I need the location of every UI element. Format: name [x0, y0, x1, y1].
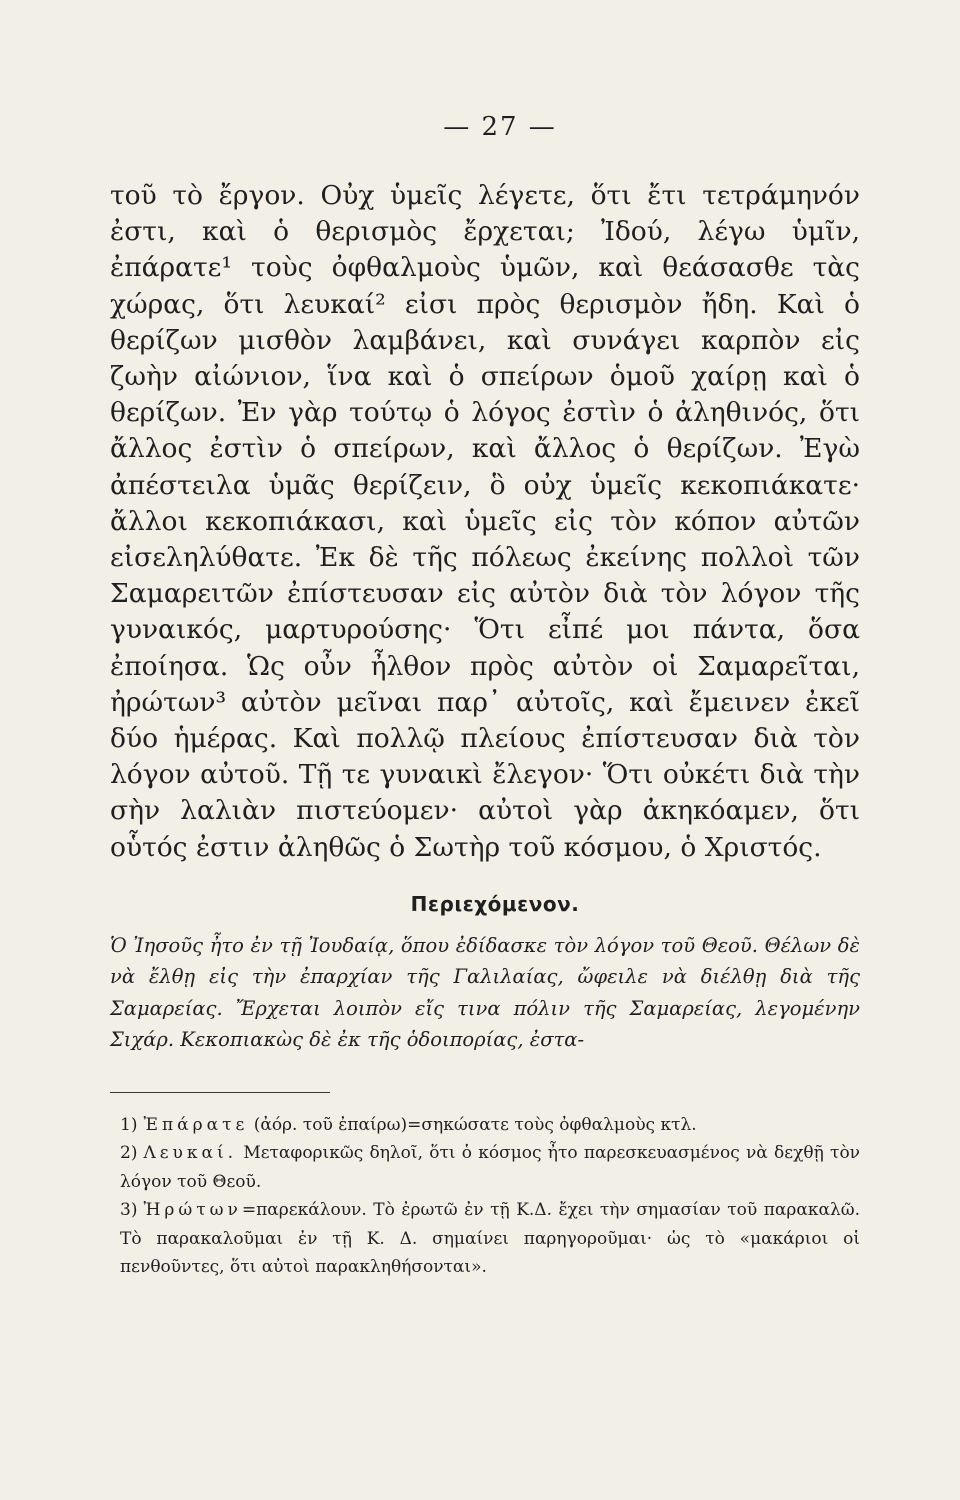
summary-text: Ὁ Ἰησοῦς ἦτο ἐν τῇ Ἰουδαίᾳ, ὅπου ἐδίδασκε τὸν λόγον τοῦ Θεοῦ. Θέλων δὲ νὰ ἔλθῃ εἰς τὴν ἐπαρχίαν τῆς Γαλιλαίας, ὤφειλε νὰ διέλθῃ διὰ τῆς Σαμαρείας. Ἔρχεται λοιπὸν εἴς τινα πόλιν τῆς Σαμαρείας, λεγομένην Σιχάρ. Κεκοπιακὼς δὲ ἐκ τῆς ὁδοιπορίας, ἐστα-: [110, 933, 860, 1052]
footnote-number: 2): [120, 1143, 138, 1164]
footnote-term: Λευκαί.: [143, 1143, 238, 1164]
footnote-term: Ἠρώτων: [143, 1200, 242, 1221]
section-title: Περιεχόμενον.: [410, 891, 580, 916]
footnote-term: Ἐπάρατε: [143, 1114, 249, 1135]
main-text: τοῦ τὸ ἔργον. Οὐχ ὑμεῖς λέγετε, ὅτι ἔτι τετράμηνόν ἐστι, καὶ ὁ θερισμὸς ἔρχεται; Ἰδού, λέγω ὑμῖν, ἐπάρατε¹ τοὺς ὀφθαλμοὺς ὑμῶν, καὶ θεάσασθε τὰς χώρας, ὅτι λευκαί² εἰσι πρὸς θερισμὸν ἤδη. Καὶ ὁ θερίζων μισθὸν λαμβάνει, καὶ συνάγει καρπὸν εἰς ζωὴν αἰώνιον, ἵνα καὶ ὁ σπείρων ὁμοῦ χαίρῃ καὶ ὁ θερίζων. Ἐν γὰρ τούτῳ ὁ λόγος ἐστὶν ὁ ἀληθινός, ὅτι ἄλλος ἐστὶν ὁ σπείρων, καὶ ἄλλος ὁ θερίζων. Ἐγὼ ἀπέστειλα ὑμᾶς θερίζειν, ὃ οὐχ ὑμεῖς κεκοπιάκατε· ἄλλοι κεκοπιάκασι, καὶ ὑμεῖς εἰς τὸν κόπον αὐτῶν εἰσεληλύθατε. Ἐκ δὲ τῆς πόλεως ἐκείνης πολλοὶ τῶν Σαμαρειτῶν ἐπίστευσαν εἰς αὐτὸν διὰ τὸν λόγον τῆς γυναικός, μαρτυρούσης· Ὅτι εἶπέ μοι πάντα, ὅσα ἐποίησα. Ὡς οὖν ἦλθον πρὸς αὐτὸν οἱ Σαμαρεῖται, ἠρώτων³ αὐτὸν μεῖναι παρ᾿ αὐτοῖς, καὶ ἔμεινεν ἐκεῖ δύο ἡμέρας. Καὶ πολλῷ πλείους ἐπίστευσαν διὰ τὸν λόγον αὐτοῦ. Τῇ τε γυναικὶ ἔλεγον· Ὅτι οὐκέτι διὰ τὴν σὴν λαλιὰν πιστεύομεν· αὐτοὶ γὰρ ἀκηκόαμεν, ὅτι οὗτός ἐστιν ἀληθῶς ὁ Σωτὴρ τοῦ κόσμου, ὁ Χριστός.: [110, 180, 860, 863]
footnote-2: [120, 1139, 860, 1196]
footnote-number: 3): [120, 1200, 138, 1221]
page-number: — 27 —: [443, 112, 557, 142]
footnote-number: 1): [120, 1114, 138, 1135]
footnote-1: [120, 1111, 860, 1140]
footnote-text: (ἀόρ. τοῦ ἐπαίρω)=σηκώσατε τοὺς ὀφθαλμοὺς κτλ.: [253, 1114, 697, 1135]
footnote-divider: [110, 1092, 330, 1093]
footnote-text: Μεταφορικῶς δηλοῖ, ὅτι ὁ κόσμος ἦτο παρεσκευασμένος νὰ δεχθῇ τὸν λόγον τοῦ Θεοῦ.: [120, 1143, 861, 1192]
footnote-text: =παρεκάλουν. Τὸ ἐρωτῶ ἐν τῇ Κ.Δ. ἔχει τὴν σημασίαν τοῦ παρακαλῶ. Τὸ παρακαλοῦμαι ἐν τῇ Κ. Δ. σημαίνει παρηγοροῦμαι· ὡς τὸ «μακάριοι οἱ πενθοῦντες, ὅτι αὐτοὶ παρακληθήσονται».: [120, 1200, 860, 1278]
footnote-3: [120, 1196, 860, 1282]
footnotes: [110, 1111, 860, 1282]
